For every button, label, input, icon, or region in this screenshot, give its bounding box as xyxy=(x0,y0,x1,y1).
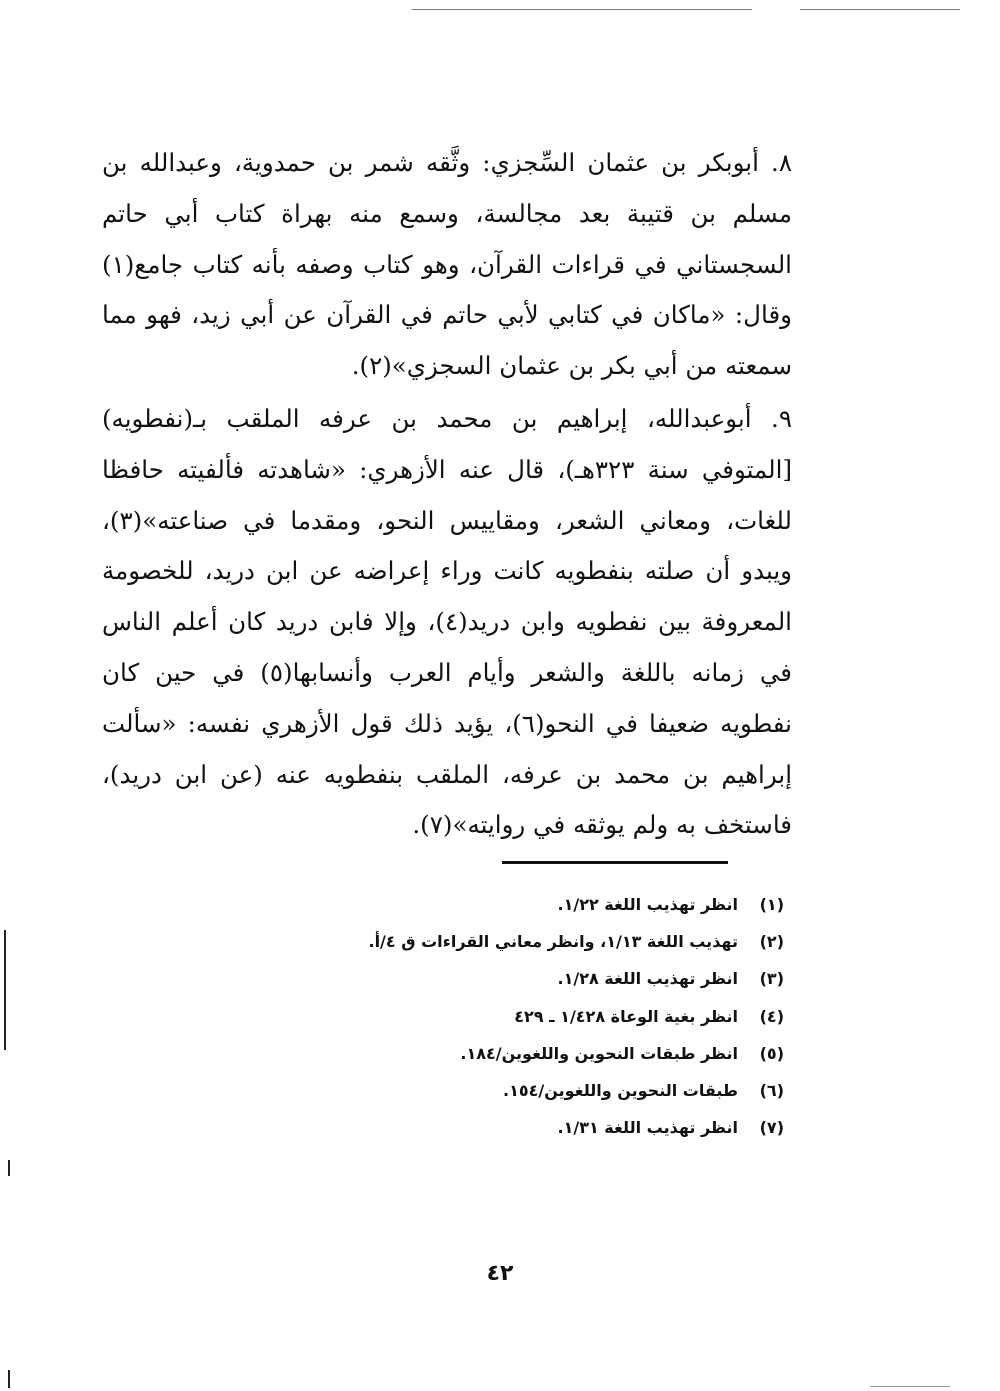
footnote-number: (٤) xyxy=(759,1006,784,1026)
footnote-number: (٥) xyxy=(759,1043,784,1063)
text-line: ضعيفا في النحو(٦)، يؤيد ذلك قول الأزهري نفسه: «سألت إبراهيم بن xyxy=(102,708,793,789)
paragraph-9 xyxy=(102,394,792,851)
footnote-item xyxy=(240,1072,784,1109)
text-line: [المتوفي سنة ٣٢٣هـ)، قال عنه الأزهري: «شاهدته فألفيته حافظا xyxy=(102,454,792,484)
footnote-number: (١) xyxy=(759,895,784,914)
page-number: ٤٢ xyxy=(486,1261,514,1286)
footnote-number: (٣) xyxy=(759,969,784,989)
footnote-number: (٢) xyxy=(759,932,784,952)
footnote-text: انظر طبقات النحوين واللغوين/١٨٤. xyxy=(460,1043,738,1063)
text-line: ٩. أبوعبدالله، إبراهيم بن محمد بن عرفه الملقب بـ(نفطويه) xyxy=(102,403,792,433)
text-line: وقال: «ماكان في كتابي لأبي حاتم في القرآن عن أبي زيد، فهو مما xyxy=(102,300,792,330)
top-border-line xyxy=(800,9,960,10)
text-line: زمانه باللغة والشعر وأيام العرب وأنسابها(٥) في حين كان نفطويه xyxy=(102,657,792,738)
footnote-text: انظر تهذيب اللغة ١/٣١. xyxy=(557,1118,738,1138)
footnote-text: طبقات النحوين واللغوين/١٥٤. xyxy=(503,1081,738,1101)
footnote-number: (٦) xyxy=(759,1081,784,1101)
footnotes-list xyxy=(240,886,784,1146)
text-line: للغات، ومعاني الشعر، ومقاييس النحو، ومقدما في صناعته»(٣)، xyxy=(102,505,792,535)
footnote-text: انظر بغية الوعاة ١/٤٢٨ ـ ٤٢٩ xyxy=(514,1006,738,1026)
footnote-item xyxy=(240,923,784,960)
bottom-border-line xyxy=(870,1386,950,1387)
footnote-item xyxy=(240,1109,784,1146)
footnote-text: انظر تهذيب اللغة ١/٢٢. xyxy=(557,895,738,914)
body-text xyxy=(102,138,792,851)
footnote-text: انظر تهذيب اللغة ١/٢٨. xyxy=(557,969,738,989)
scan-edge-mark xyxy=(8,1370,10,1388)
top-border-line xyxy=(412,9,752,10)
footnote-text: تهذيب اللغة ١/١٣، وانظر معاني القراءات ق ٤/أ. xyxy=(368,932,738,952)
text-line: السجستاني في قراءات القرآن، وهو كتاب وصفه بأنه كتاب جامع(١) xyxy=(102,249,792,279)
footnote-item xyxy=(240,960,784,997)
text-line: محمد بن عرفه، الملقب بنفطويه عنه (عن ابن دريد)، فاستخف به ولم xyxy=(102,759,792,840)
text-line: بن مسلم بن قتيبة بعد مجالسة، وسمع منه بهراة كتاب أبي حاتم xyxy=(102,148,792,228)
scan-edge-mark xyxy=(8,1160,10,1176)
footnote-item xyxy=(240,1035,784,1072)
footnote-number: (٧) xyxy=(759,1118,784,1138)
text-line: يوثقه في روايته»(٧). xyxy=(412,810,625,840)
paragraph-8 xyxy=(102,138,792,392)
text-line: ٨. أبوبكر بن عثمان السِّجزي: وثَّقه شمر بن حمدوية، وعبدالله xyxy=(139,148,792,177)
scan-edge-mark xyxy=(4,930,6,1050)
text-line: المعروفة بين نفطويه وابن دريد(٤)، وإلا فابن دريد كان أعلم الناس في xyxy=(102,607,792,687)
footnote-item xyxy=(240,886,784,923)
footnote-item xyxy=(240,998,784,1035)
text-line: سمعته من أبي بكر بن عثمان السجزي»(٢). xyxy=(351,351,792,381)
footnote-separator xyxy=(502,861,728,864)
text-line: ويبدو أن صلته بنفطويه كانت وراء إعراضه عن ابن دريد، للخصومة xyxy=(102,556,792,586)
